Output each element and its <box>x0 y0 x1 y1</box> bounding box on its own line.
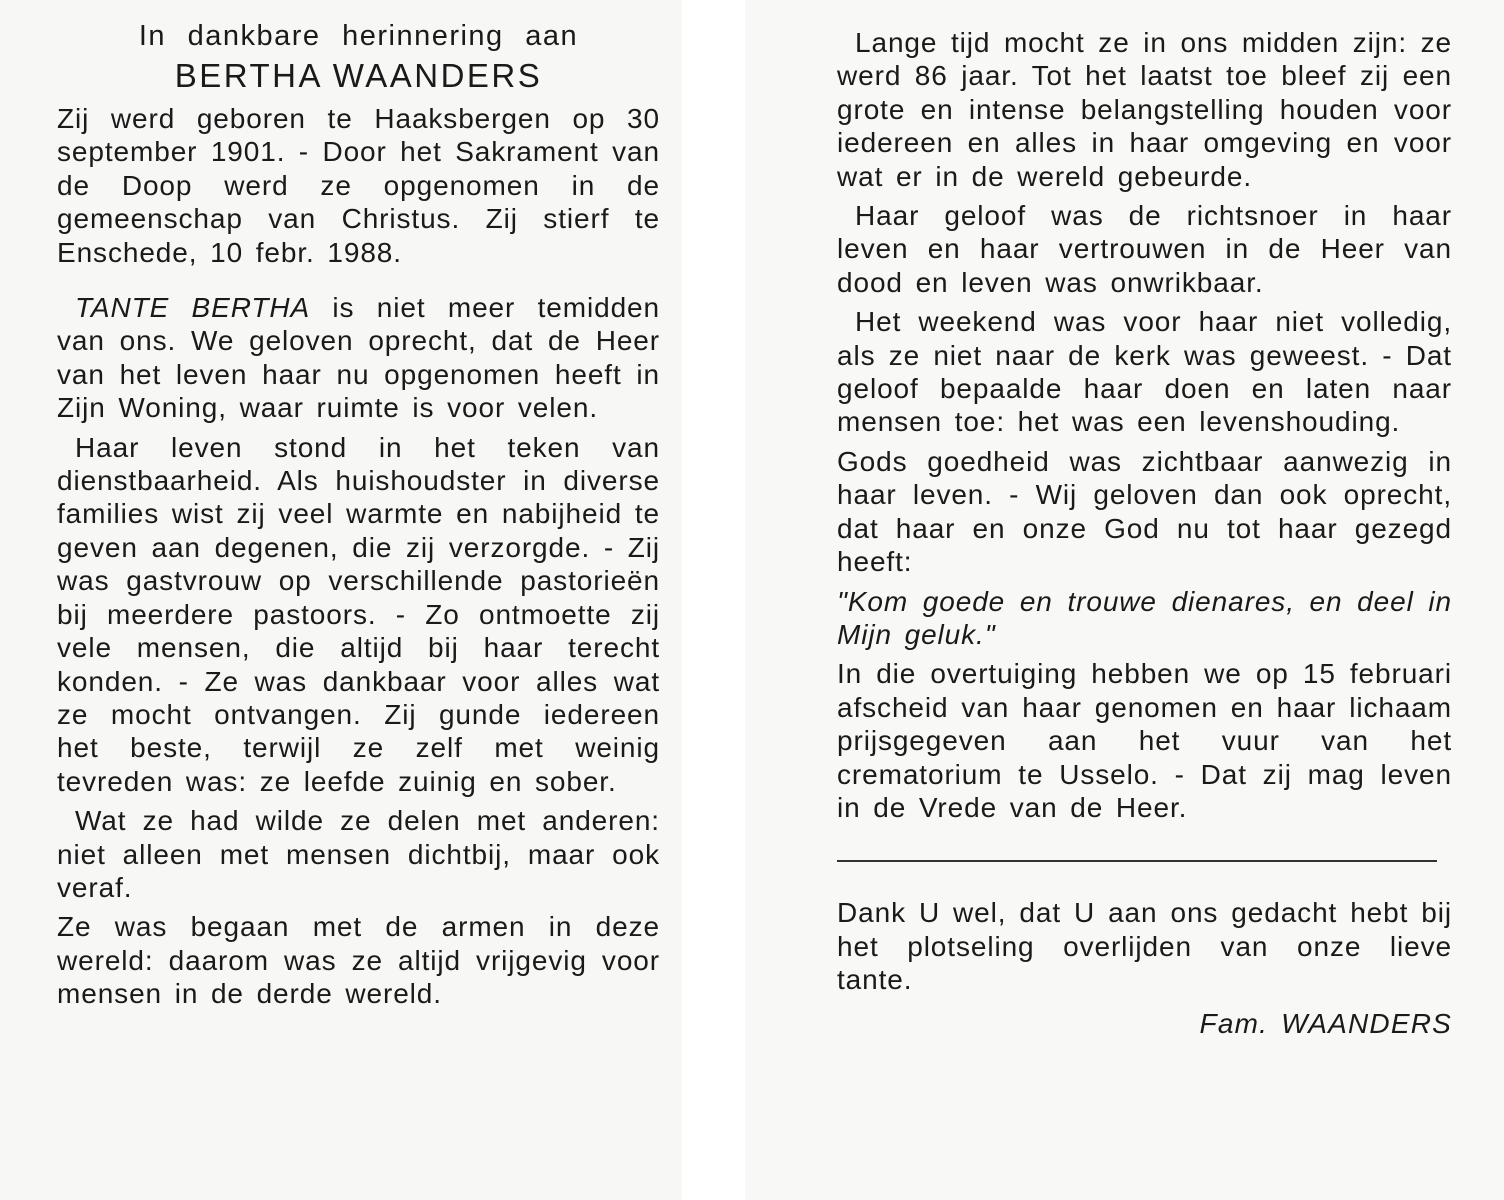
quote: "Kom goede en trouwe dienares, en deel in Mijn geluk." <box>837 585 1452 650</box>
faith-paragraph: Haar geloof was de richtsnoer in haar leven en haar vertrouwen in de Heer van dood en leven was onwrikbaar. <box>837 200 1452 298</box>
right-card-page <box>745 0 1504 1200</box>
divider-line <box>837 860 1437 862</box>
farewell-paragraph: In die overtuiging hebben we op 15 februari afscheid van haar genomen en haar lichaam prijsgegeven aan het vuur van het crematorium te Usselo. - Dat zij mag leven in de Vrede van de Heer. <box>837 658 1452 823</box>
page-gutter <box>682 0 745 1200</box>
age-paragraph: Lange tijd mocht ze in ons midden zijn: ze werd 86 jaar. Tot het laatst toe bleef zij een grote en intense belangstelling houden voor iedereen en alles in haar omgeving en voor wat er in de wereld gebeurde. <box>837 27 1452 192</box>
service-paragraph: Haar leven stond in het teken van dienstbaarheid. Als huishoudster in diverse families wist zij veel warmte en nabijheid te geven aan degenen, die zij verzorgde. - Zij was gastvrouw op verschillende pastorieën bij meerdere pastoors. - Zo ontmoette zij vele mensen, die altijd bij haar terecht konden. - Ze was dankbaar voor alles wat ze mocht ontvangen. Zij gunde iedereen het beste, terwijl ze zelf met weinig tevreden was: ze leefde zuinig en sober. <box>57 431 660 797</box>
sharing-paragraph: Wat ze had wilde ze delen met anderen: niet alleen met mensen dichtbij, maar ook veraf. <box>57 805 660 903</box>
tante-paragraph <box>57 291 660 425</box>
signature: Fam. WAANDERS <box>1199 1007 1452 1039</box>
tante-text: is niet meer temidden van ons. We geloven oprecht, dat de Heer van het leven haar nu opgenomen heeft in Zijn Woning, waar ruimte is voor velen. <box>57 292 660 424</box>
deceased-name: BERTHA WAANDERS <box>174 57 543 94</box>
birth-paragraph: Zij werd geboren te Haaksbergen op 30 september 1901. - Door het Sakrament van de Doop werd ze opgenomen in de gemeenschap van Christus. Zij stierf te Enschede, 10 febr. 1988. <box>57 103 660 268</box>
thanks-paragraph: Dank U wel, dat U aan ons gedacht hebt bij het plotseling overlijden van onze lieve tante. <box>837 897 1452 996</box>
weekend-paragraph: Het weekend was voor haar niet volledig, als ze niet naar de kerk was geweest. - Dat geloof bepaalde haar doen en laten naar mensen toe: het was een levenshouding. <box>837 306 1452 438</box>
heading-intro: In dankbare herinnering aan <box>138 20 579 52</box>
poor-paragraph: Ze was begaan met de armen in deze wereld: daarom was ze altijd vrijgevig voor mensen in de derde wereld. <box>57 911 660 1010</box>
tante-name: TANTE BERTHA <box>75 292 311 324</box>
goodness-paragraph: Gods goedheid was zichtbaar aanwezig in haar leven. - Wij geloven dan ook oprecht, dat haar en onze God nu tot haar gezegd heeft: <box>837 445 1452 578</box>
left-card-page <box>0 0 682 1200</box>
